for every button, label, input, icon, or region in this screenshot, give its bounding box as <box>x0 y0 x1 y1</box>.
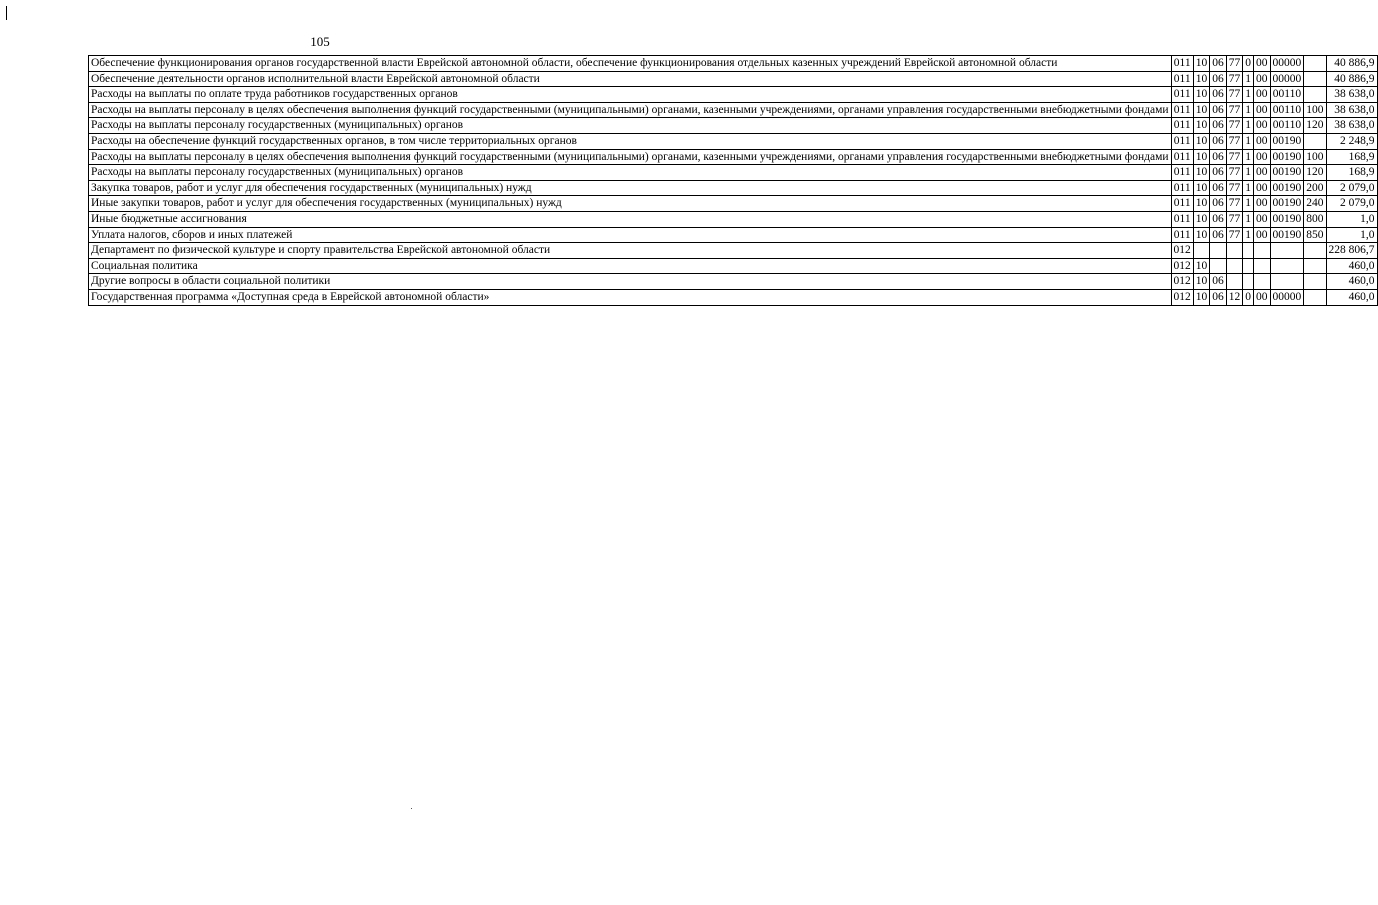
section-code-cell: 10 <box>1193 165 1210 181</box>
subsection-code-cell: 06 <box>1210 274 1227 290</box>
subsection-code-cell: 06 <box>1210 196 1227 212</box>
direction-code-cell: 00190 <box>1270 133 1304 149</box>
group-code-cell: 00 <box>1254 289 1271 305</box>
group-code-cell <box>1254 258 1271 274</box>
row-name-cell: Расходы на обеспечение функций государственных органов, в том числе территориальных органов <box>89 133 1172 149</box>
table-row <box>89 165 1378 181</box>
ministry-code-cell: 012 <box>1171 243 1193 259</box>
row-name-cell: Расходы на выплаты персоналу в целях обеспечения выполнения функций государственными (муниципальными) органами, казенными учреждениями, органами управления государственными внебюджетными фондами <box>89 149 1172 165</box>
group-code-cell: 00 <box>1254 87 1271 103</box>
program-code-cell: 77 <box>1226 133 1243 149</box>
expense-type-cell: 100 <box>1304 149 1326 165</box>
subprogram-code-cell: 1 <box>1243 227 1254 243</box>
scan-edge-mark <box>6 6 7 20</box>
amount-cell: 2 079,0 <box>1326 196 1377 212</box>
amount-cell: 1,0 <box>1326 227 1377 243</box>
section-code-cell: 10 <box>1193 102 1210 118</box>
subprogram-code-cell: 1 <box>1243 211 1254 227</box>
expense-type-cell: 800 <box>1304 211 1326 227</box>
amount-cell: 40 886,9 <box>1326 56 1377 72</box>
program-code-cell: 77 <box>1226 227 1243 243</box>
direction-code-cell: 00110 <box>1270 87 1304 103</box>
group-code-cell: 00 <box>1254 102 1271 118</box>
subprogram-code-cell: 1 <box>1243 180 1254 196</box>
group-code-cell <box>1254 243 1271 259</box>
table-row <box>89 56 1378 72</box>
row-name-cell: Уплата налогов, сборов и иных платежей <box>89 227 1172 243</box>
section-code-cell: 10 <box>1193 56 1210 72</box>
page-number: 105 <box>310 34 330 49</box>
section-code-cell: 10 <box>1193 87 1210 103</box>
program-code-cell: 77 <box>1226 149 1243 165</box>
group-code-cell: 00 <box>1254 227 1271 243</box>
row-name-cell: Социальная политика <box>89 258 1172 274</box>
expense-type-cell <box>1304 133 1326 149</box>
amount-cell: 460,0 <box>1326 274 1377 290</box>
program-code-cell: 77 <box>1226 211 1243 227</box>
direction-code-cell: 00000 <box>1270 56 1304 72</box>
subprogram-code-cell: 1 <box>1243 149 1254 165</box>
subprogram-code-cell <box>1243 243 1254 259</box>
section-code-cell: 10 <box>1193 133 1210 149</box>
row-name-cell: Расходы на выплаты персоналу государственных (муниципальных) органов <box>89 165 1172 181</box>
expense-type-cell <box>1304 243 1326 259</box>
ministry-code-cell: 011 <box>1171 102 1193 118</box>
amount-cell: 38 638,0 <box>1326 102 1377 118</box>
expense-type-cell <box>1304 71 1326 87</box>
direction-code-cell: 00190 <box>1270 196 1304 212</box>
ministry-code-cell: 011 <box>1171 56 1193 72</box>
section-code-cell: 10 <box>1193 274 1210 290</box>
table-row <box>89 289 1378 305</box>
row-name-cell: Государственная программа «Доступная среда в Еврейской автономной области» <box>89 289 1172 305</box>
section-code-cell: 10 <box>1193 149 1210 165</box>
ministry-code-cell: 011 <box>1171 165 1193 181</box>
program-code-cell: 77 <box>1226 71 1243 87</box>
ministry-code-cell: 011 <box>1171 180 1193 196</box>
direction-code-cell: 00190 <box>1270 165 1304 181</box>
amount-cell: 38 638,0 <box>1326 118 1377 134</box>
direction-code-cell: 00000 <box>1270 289 1304 305</box>
subsection-code-cell: 06 <box>1210 165 1227 181</box>
subsection-code-cell <box>1210 243 1227 259</box>
section-code-cell: 10 <box>1193 196 1210 212</box>
subsection-code-cell: 06 <box>1210 211 1227 227</box>
amount-cell: 228 806,7 <box>1326 243 1377 259</box>
program-code-cell: 77 <box>1226 118 1243 134</box>
amount-cell: 2 079,0 <box>1326 180 1377 196</box>
program-code-cell <box>1226 258 1243 274</box>
table-row <box>89 196 1378 212</box>
ministry-code-cell: 011 <box>1171 196 1193 212</box>
subsection-code-cell: 06 <box>1210 102 1227 118</box>
table-row <box>89 274 1378 290</box>
subprogram-code-cell: 1 <box>1243 165 1254 181</box>
program-code-cell: 77 <box>1226 87 1243 103</box>
direction-code-cell: 00190 <box>1270 149 1304 165</box>
direction-code-cell: 00190 <box>1270 180 1304 196</box>
ministry-code-cell: 011 <box>1171 133 1193 149</box>
direction-code-cell: 00110 <box>1270 102 1304 118</box>
direction-code-cell: 00190 <box>1270 211 1304 227</box>
table-row <box>89 118 1378 134</box>
table-row <box>89 180 1378 196</box>
expense-type-cell <box>1304 87 1326 103</box>
subsection-code-cell: 06 <box>1210 149 1227 165</box>
table-row <box>89 243 1378 259</box>
group-code-cell: 00 <box>1254 180 1271 196</box>
table-row <box>89 258 1378 274</box>
subsection-code-cell: 06 <box>1210 71 1227 87</box>
subsection-code-cell: 06 <box>1210 56 1227 72</box>
section-code-cell: 10 <box>1193 71 1210 87</box>
direction-code-cell: 00110 <box>1270 118 1304 134</box>
program-code-cell <box>1226 243 1243 259</box>
section-code-cell: 10 <box>1193 227 1210 243</box>
row-name-cell: Департамент по физической культуре и спорту правительства Еврейской автономной области <box>89 243 1172 259</box>
table-row <box>89 102 1378 118</box>
subsection-code-cell: 06 <box>1210 118 1227 134</box>
subprogram-code-cell: 1 <box>1243 196 1254 212</box>
group-code-cell: 00 <box>1254 133 1271 149</box>
subprogram-code-cell: 1 <box>1243 118 1254 134</box>
row-name-cell: Расходы на выплаты по оплате труда работников государственных органов <box>89 87 1172 103</box>
section-code-cell <box>1193 243 1210 259</box>
direction-code-cell <box>1270 258 1304 274</box>
subprogram-code-cell: 0 <box>1243 289 1254 305</box>
direction-code-cell: 00190 <box>1270 227 1304 243</box>
program-code-cell <box>1226 274 1243 290</box>
amount-cell: 168,9 <box>1326 149 1377 165</box>
subsection-code-cell: 06 <box>1210 87 1227 103</box>
expense-type-cell: 120 <box>1304 118 1326 134</box>
table-row <box>89 133 1378 149</box>
program-code-cell: 77 <box>1226 196 1243 212</box>
group-code-cell: 00 <box>1254 118 1271 134</box>
expense-type-cell: 850 <box>1304 227 1326 243</box>
row-name-cell: Другие вопросы в области социальной политики <box>89 274 1172 290</box>
amount-cell: 460,0 <box>1326 258 1377 274</box>
table-row <box>89 87 1378 103</box>
ministry-code-cell: 011 <box>1171 118 1193 134</box>
ministry-code-cell: 011 <box>1171 227 1193 243</box>
group-code-cell: 00 <box>1254 56 1271 72</box>
ministry-code-cell: 012 <box>1171 258 1193 274</box>
program-code-cell: 77 <box>1226 165 1243 181</box>
subprogram-code-cell: 1 <box>1243 102 1254 118</box>
section-code-cell: 10 <box>1193 211 1210 227</box>
subprogram-code-cell: 1 <box>1243 133 1254 149</box>
section-code-cell: 10 <box>1193 118 1210 134</box>
section-code-cell: 10 <box>1193 258 1210 274</box>
group-code-cell: 00 <box>1254 211 1271 227</box>
direction-code-cell <box>1270 274 1304 290</box>
ministry-code-cell: 012 <box>1171 289 1193 305</box>
table-row <box>89 149 1378 165</box>
program-code-cell: 77 <box>1226 102 1243 118</box>
row-name-cell: Расходы на выплаты персоналу государственных (муниципальных) органов <box>89 118 1172 134</box>
row-name-cell: Закупка товаров, работ и услуг для обеспечения государственных (муниципальных) нужд <box>89 180 1172 196</box>
row-name-cell: Иные бюджетные ассигнования <box>89 211 1172 227</box>
section-code-cell: 10 <box>1193 289 1210 305</box>
amount-cell: 38 638,0 <box>1326 87 1377 103</box>
ministry-code-cell: 011 <box>1171 87 1193 103</box>
expense-type-cell <box>1304 274 1326 290</box>
expense-type-cell <box>1304 258 1326 274</box>
row-name-cell: Иные закупки товаров, работ и услуг для обеспечения государственных (муниципальных) нужд <box>89 196 1172 212</box>
row-name-cell: Обеспечение функционирования органов государственной власти Еврейской автономной области, обеспечение функционирования отдельных казенных учреждений Еврейской автономной области <box>89 56 1172 72</box>
expense-type-cell: 240 <box>1304 196 1326 212</box>
subsection-code-cell: 06 <box>1210 180 1227 196</box>
table-row <box>89 211 1378 227</box>
subsection-code-cell: 06 <box>1210 133 1227 149</box>
subsection-code-cell <box>1210 258 1227 274</box>
section-code-cell: 10 <box>1193 180 1210 196</box>
amount-cell: 1,0 <box>1326 211 1377 227</box>
row-name-cell: Обеспечение деятельности органов исполнительной власти Еврейской автономной области <box>89 71 1172 87</box>
ministry-code-cell: 012 <box>1171 274 1193 290</box>
group-code-cell: 00 <box>1254 71 1271 87</box>
subprogram-code-cell <box>1243 274 1254 290</box>
ministry-code-cell: 011 <box>1171 71 1193 87</box>
group-code-cell: 00 <box>1254 149 1271 165</box>
amount-cell: 40 886,9 <box>1326 71 1377 87</box>
budget-table <box>88 55 1378 306</box>
group-code-cell <box>1254 274 1271 290</box>
ministry-code-cell: 011 <box>1171 149 1193 165</box>
program-code-cell: 77 <box>1226 180 1243 196</box>
scan-speck <box>411 808 412 809</box>
expense-type-cell <box>1304 289 1326 305</box>
subsection-code-cell: 06 <box>1210 227 1227 243</box>
program-code-cell: 12 <box>1226 289 1243 305</box>
amount-cell: 2 248,9 <box>1326 133 1377 149</box>
expense-type-cell <box>1304 56 1326 72</box>
budget-table-body <box>89 56 1378 306</box>
group-code-cell: 00 <box>1254 196 1271 212</box>
subsection-code-cell: 06 <box>1210 289 1227 305</box>
direction-code-cell: 00000 <box>1270 71 1304 87</box>
direction-code-cell <box>1270 243 1304 259</box>
ministry-code-cell: 011 <box>1171 211 1193 227</box>
row-name-cell: Расходы на выплаты персоналу в целях обеспечения выполнения функций государственными (муниципальными) органами, казенными учреждениями, органами управления государственными внебюджетными фондами <box>89 102 1172 118</box>
table-row <box>89 71 1378 87</box>
subprogram-code-cell: 1 <box>1243 87 1254 103</box>
expense-type-cell: 120 <box>1304 165 1326 181</box>
table-row <box>89 227 1378 243</box>
expense-type-cell: 100 <box>1304 102 1326 118</box>
group-code-cell: 00 <box>1254 165 1271 181</box>
subprogram-code-cell: 1 <box>1243 71 1254 87</box>
subprogram-code-cell <box>1243 258 1254 274</box>
expense-type-cell: 200 <box>1304 180 1326 196</box>
amount-cell: 460,0 <box>1326 289 1377 305</box>
program-code-cell: 77 <box>1226 56 1243 72</box>
amount-cell: 168,9 <box>1326 165 1377 181</box>
subprogram-code-cell: 0 <box>1243 56 1254 72</box>
